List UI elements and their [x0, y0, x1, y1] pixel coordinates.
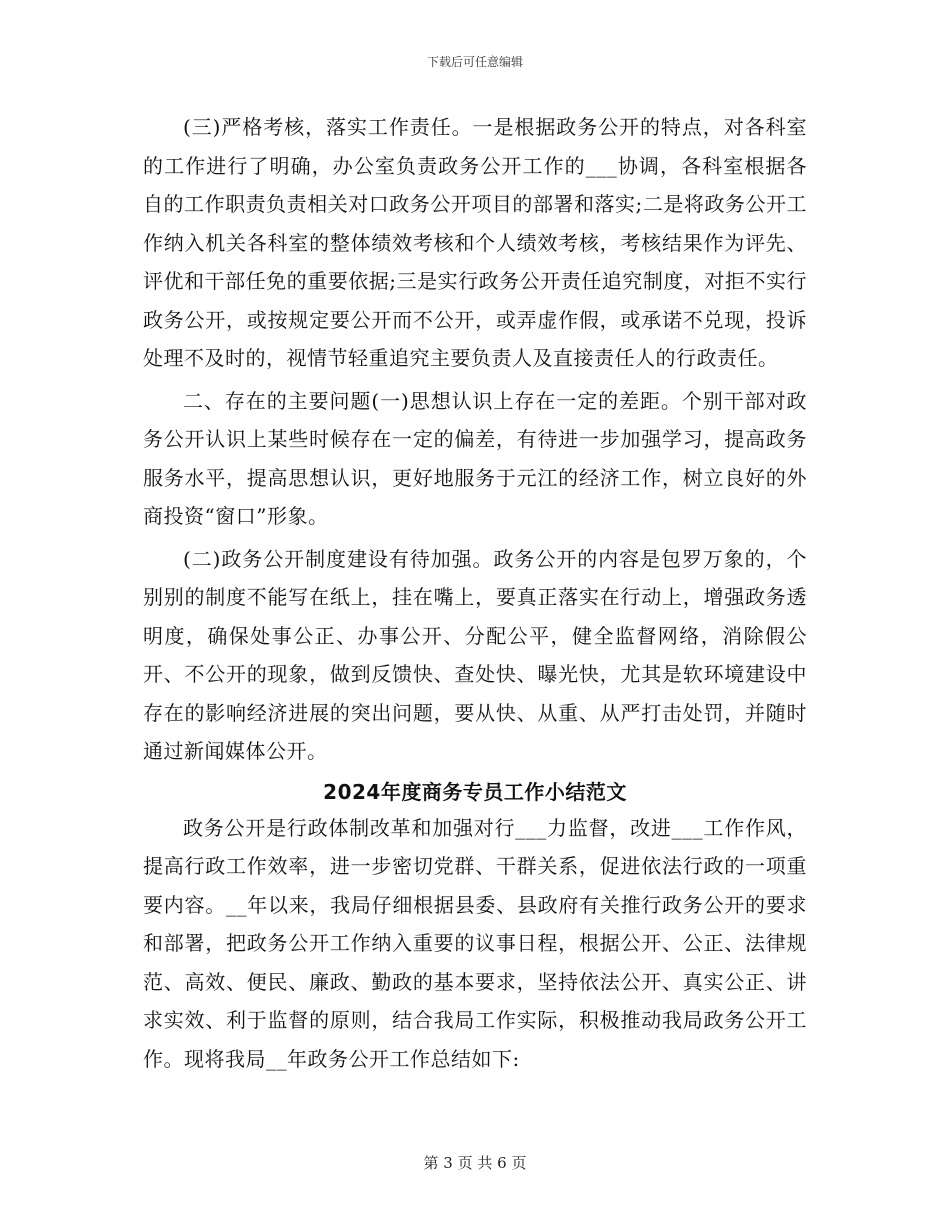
paragraph-main-problems: 二、存在的主要问题(一)思想认识上存在一定的差距。个别干部对政务公开认识上某些时候存在一定的偏差，有待进一步加强学习，提高政务服务水平，提高思想认识，更好地服务于元江的经济工作，树立良好的外商投资“窗口”形象。	[143, 388, 807, 528]
header-note: 下载后可任意编辑	[426, 55, 523, 69]
document-body	[143, 108, 807, 1082]
page-number: 第 3 页 共 6 页	[423, 1154, 527, 1172]
section-title: 2024年度商务专员工作小结范文	[323, 779, 627, 804]
paragraph-system-building: (二)政务公开制度建设有待加强。政务公开的内容是包罗万象的，个别别的制度不能写在纸上，挂在嘴上，要真正落实在行动上，增强政务透明度，确保处事公正、办事公开、分配公平，健全监督网络，消除假公开、不公开的现象，做到反馈快、查处快、曝光快，尤其是软环境建设中存在的影响经济进展的突出问题，要从快、从重、从严打击处罚，并随时通过新闻媒体公开。	[143, 546, 807, 763]
paragraph-strict-assessment: (三)严格考核，落实工作责任。一是根据政务公开的特点，对各科室的工作进行了明确，办公室负责政务公开工作的___协调，各科室根据各自的工作职责负责相关对口政务公开项目的部署和落实;二是将政务公开工作纳入机关各科室的整体绩效考核和个人绩效考核，考核结果作为评先、评优和干部任免的重要依据;三是实行政务公开责任追究制度，对拒不实行政务公开，或按规定要公开而不公开，或弄虚作假，或承诺不兑现，投诉处理不及时的，视情节轻重追究主要负责人及直接责任人的行政责任。	[143, 115, 807, 370]
paragraph-intro: 政务公开是行政体制改革和加强对行___力监督，改进___工作作风，提高行政工作效率，进一步密切党群、干群关系，促进依法行政的一项重要内容。__年以来，我局仔细根据县委、县政府有关推行政务公开的要求和部署，把政务公开工作纳入重要的议事日程，根据公开、公正、法律规范、高效、便民、廉政、勤政的基本要求，坚持依法公开、真实公正、讲求实效、利于监督的原则，结合我局工作实际，积极推动我局政务公开工作。现将我局__年政务公开工作总结如下:	[143, 815, 807, 1071]
